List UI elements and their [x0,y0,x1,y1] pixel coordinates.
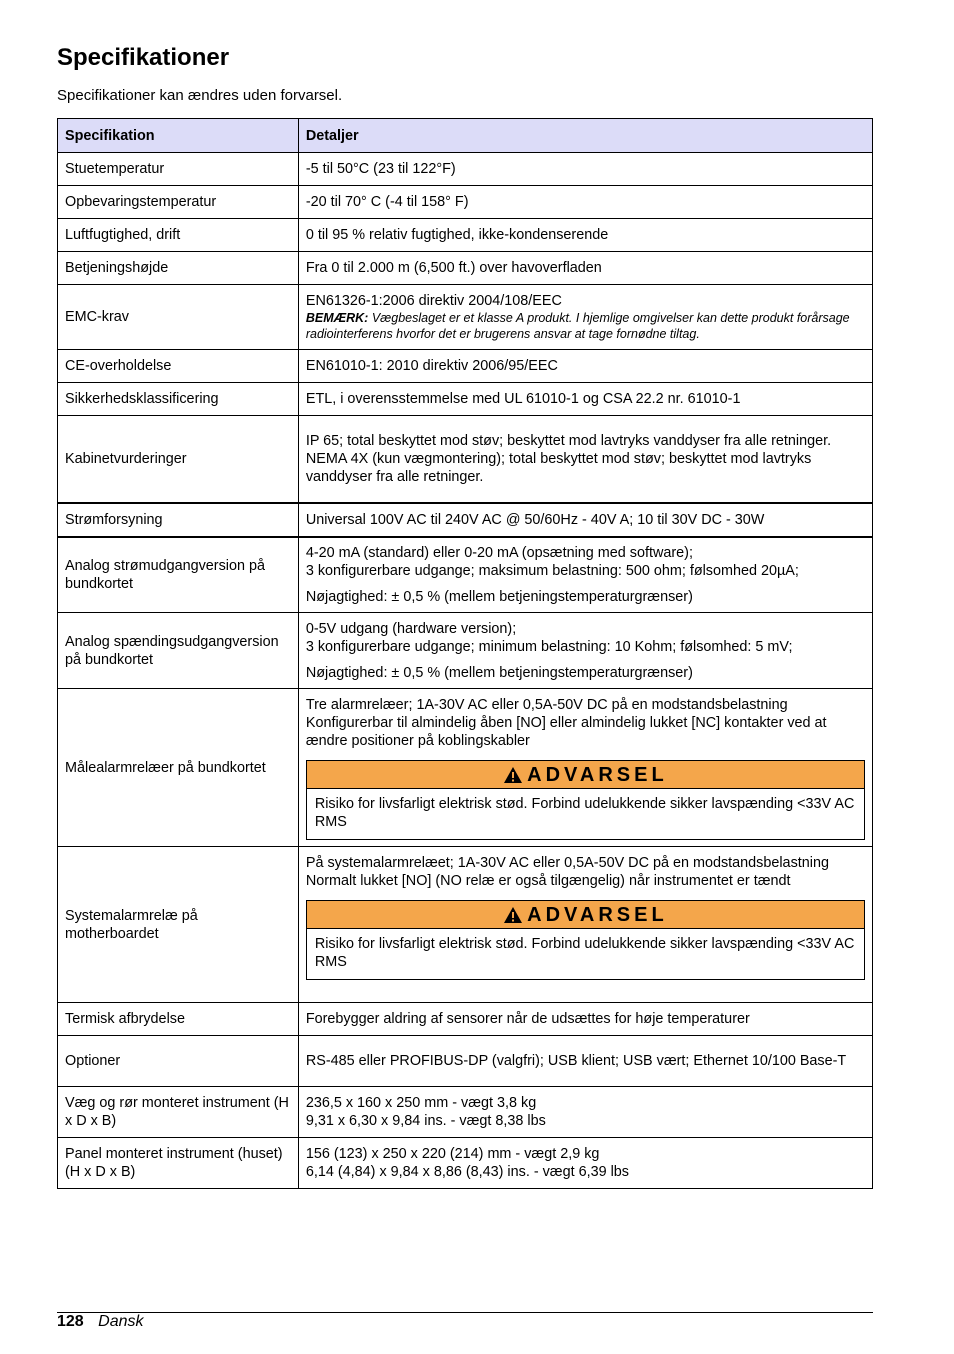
detail-line: ETL, i overensstemmelse med UL 61010-1 og CSA 22.2 nr. 61010-1 [305,391,741,407]
detail-line: -20 til 70° C (-4 til 158° F) [305,194,469,210]
spec-details [298,252,872,285]
accuracy-line: Nøjagtighed: ± 0,5 % (mellem betjeningstemperaturgrænser) [305,588,693,605]
spec-name: Betjeningshøjde [58,252,299,285]
detail-line: 3 konfigurerbare udgange; minimum belastning: 10 Kohm; følsomhed: 5 mV; [305,638,793,655]
warning-text: Risiko for livsfarligt elektrisk stød. Forbind udelukkende sikker lavspænding <33V AC RMS [314,936,855,970]
table-row [58,383,873,416]
spec-name: Luftfugtighed, drift [58,219,299,252]
detail-line: 236,5 x 160 x 250 mm - vægt 3,8 kg [305,1095,537,1111]
warning-text: Risiko for livsfarligt elektrisk stød. Forbind udelukkende sikker lavspænding <33V AC RMS [314,796,855,830]
note [306,310,865,342]
spec-details [298,153,872,186]
table-row [58,689,873,847]
detail-line: Universal 100V AC til 240V AC @ 50/60Hz - 40V A; 10 til 30V DC - 30W [305,511,765,528]
spec-name: EMC-krav [58,285,299,350]
spec-details [298,1138,872,1189]
table-row [58,219,873,252]
warning-title: ADVARSEL [527,763,668,786]
table-row [58,1138,873,1189]
spec-details [298,503,872,537]
table-row [58,252,873,285]
table-row [58,186,873,219]
footer-language: Dansk [98,1313,144,1330]
detail-line: Forebygger aldring af sensorer når de udsættes for høje temperaturer [305,1011,750,1027]
warning-box [306,760,865,840]
page-footer [57,1313,144,1331]
spec-details [298,1036,872,1087]
spec-details [298,350,872,383]
table-row [58,350,873,383]
spec-name: Analog strømudgangversion på bundkortet [58,537,299,613]
detail-line: Normalt lukket [NO] (NO relæ er også tilgængelig) når instrumentet er tændt [305,873,791,889]
spec-name: Kabinetvurderinger [58,416,299,503]
spec-details [298,219,872,252]
detail-line: 3 konfigurerbare udgange; maksimum belastning: 500 ohm; følsomhed 20µA; [305,562,799,579]
spec-name: CE-overholdelse [58,350,299,383]
detail-line: 9,31 x 6,30 x 9,84 ins. - vægt 8,38 lbs [305,1113,546,1129]
spec-details [298,383,872,416]
spec-name: Optioner [58,1036,299,1087]
table-row [58,613,873,689]
spec-details [298,537,872,613]
table-row [58,537,873,613]
spec-table [57,118,873,1189]
spec-name: Termisk afbrydelse [58,1003,299,1036]
warning-triangle-icon [503,766,523,784]
warning-triangle-icon [503,906,523,924]
detail-line: NEMA 4X (kun vægmontering); total beskyttet mod støv; beskyttet mod lavtryks vanddyser fra alle retninger. [305,450,812,485]
warning-title: ADVARSEL [527,903,668,926]
detail-line: 6,14 (4,84) x 9,84 x 8,86 (8,43) ins. - vægt 6,39 lbs [305,1164,630,1180]
spec-name: Systemalarmrelæ på motherboardet [58,847,299,1003]
accuracy-line: Nøjagtighed: ± 0,5 % (mellem betjeningstemperaturgrænser) [305,664,693,681]
table-row [58,847,873,1003]
warning-header [307,901,864,929]
spec-details [298,1003,872,1036]
detail-line: Tre alarmrelæer; 1A-30V AC eller 0,5A-50V DC på en modstandsbelastning [305,697,788,713]
detail-line: 0 til 95 % relativ fugtighed, ikke-kondenserende [305,227,609,243]
spec-details [298,186,872,219]
detail-line: På systemalarmrelæet; 1A-30V AC eller 0,5A-50V DC på en modstandsbelastning [305,855,829,871]
detail-line: Konfigurerbar til almindelig åben [NO] eller almindelig lukket [NC] kontakter ved at ændre positioner på koblingskabler [305,715,827,749]
note-label: BEMÆRK: [305,311,369,325]
spec-name: Panel monteret instrument (huset) (H x D x B) [58,1138,299,1189]
table-header-row [58,119,873,153]
page-title: Specifikationer [57,44,230,71]
note-text: Vægbeslaget er et klasse A produkt. I hjemlige omgivelser kan dette produkt forårsage radiointerferens hvorfor det er brugerens ansvar at tage fornødne tiltag. [305,311,850,341]
spec-details [298,613,872,689]
detail-line: RS-485 eller PROFIBUS-DP (valgfri); USB klient; USB vært; Ethernet 10/100 Base-T [305,1053,847,1069]
spec-details [298,1087,872,1138]
table-row [58,416,873,503]
detail-line: IP 65; total beskyttet mod støv; beskyttet mod lavtryks vanddyser fra alle retninger. [305,432,832,449]
table-row [58,153,873,186]
spec-details [298,416,872,503]
table-row [58,503,873,537]
detail-line: EN61010-1: 2010 direktiv 2006/95/EEC [305,358,558,374]
header-spec: Specifikation [58,119,299,153]
detail-line: 156 (123) x 250 x 220 (214) mm - vægt 2,9 kg [305,1146,600,1162]
spec-name: Strømforsyning [58,503,299,537]
spec-name: Analog spændingsudgangversion på bundkortet [58,613,299,689]
spec-name: Væg og rør monteret instrument (H x D x B) [58,1087,299,1138]
spec-details [298,285,872,350]
table-row [58,1087,873,1138]
footer-divider [57,1312,873,1313]
spec-name: Opbevaringstemperatur [58,186,299,219]
detail-line: 0-5V udgang (hardware version); [305,620,517,637]
header-details: Detaljer [298,119,872,153]
detail-line: -5 til 50°C (23 til 122°F) [305,161,456,177]
spec-name: Målealarmrelæer på bundkortet [58,689,299,847]
table-row [58,1003,873,1036]
table-row [58,1036,873,1087]
table-row [58,285,873,350]
spec-name: Stuetemperatur [58,153,299,186]
detail-line: EN61326-1:2006 direktiv 2004/108/EEC [305,293,562,309]
warning-box [306,900,865,980]
spec-details [298,847,872,1003]
page-number: 128 [57,1313,84,1330]
detail-line: 4-20 mA (standard) eller 0-20 mA (opsætning med software); [305,544,693,561]
intro-text: Specifikationer kan ændres uden forvarsel. [57,87,343,104]
detail-line: Fra 0 til 2.000 m (6,500 ft.) over havoverfladen [305,260,602,276]
spec-name: Sikkerhedsklassificering [58,383,299,416]
warning-header [307,761,864,789]
spec-details [298,689,872,847]
